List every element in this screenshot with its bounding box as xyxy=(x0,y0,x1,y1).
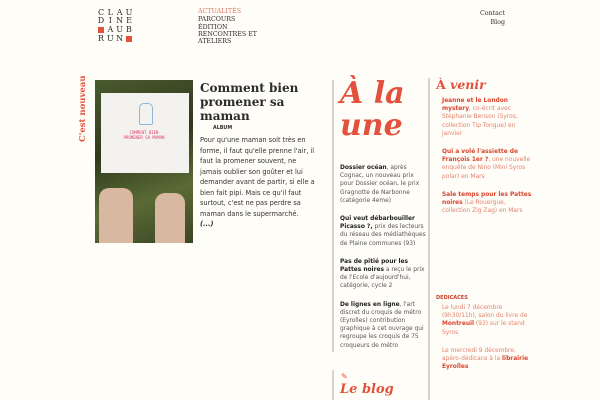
cover-title: COMMENT BIEN PROMENER SA MAMAN xyxy=(123,130,165,140)
logo-letter: B xyxy=(126,24,132,34)
dedicace-text: Le lundi 7 décembre (9h30/11h), salon du livre de xyxy=(442,305,528,320)
logo-letter: E xyxy=(126,16,132,26)
une-item-link[interactable]: Qui veut débarbouiller Picasso ?, xyxy=(340,216,415,231)
venir-item-link[interactable]: Sale temps pour les Pattes noires xyxy=(442,191,532,207)
venir-item-text: (Le Rouergue, collection Zig Zag) en Mars xyxy=(442,200,523,215)
dedicaces-list xyxy=(442,304,530,381)
une-heading: À la une xyxy=(340,76,405,143)
une-item-link[interactable]: Dossier océan xyxy=(340,165,387,171)
section-label: C'est nouveau xyxy=(78,75,88,142)
nav-edition[interactable]: ÉDITION xyxy=(198,23,228,31)
logo-letter: U xyxy=(106,33,114,43)
venir-item-text: , co-écrit avec Stéphanie Benson (Syros, collection Tip Tongue) en janvier xyxy=(442,106,518,137)
top-right-nav xyxy=(470,10,505,27)
une-item xyxy=(340,215,428,248)
dedicaces-label: DEDICACES xyxy=(436,295,468,301)
une-item xyxy=(340,258,428,291)
logo-letter: A xyxy=(116,8,123,17)
description-text: Pour qu'une maman soit très en forme, il faut qu'elle prenne l'air, il faut la promener souvent, ne jamais oublier son goûter et lui demander avant de partir, si elle a bien fait pipi. Mais ce qu'il faut surtout, c'est ne pas perdre sa maman dans le supermarché. xyxy=(200,136,315,218)
venir-item-link[interactable]: Jeanne et le London mystery xyxy=(442,98,508,113)
book-photo[interactable] xyxy=(95,80,193,243)
dedicace-text: Le mercredi 9 décembre, apéro-dédicace à la xyxy=(442,347,516,363)
logo-letter: N xyxy=(116,16,124,26)
feature-category: ALBUM xyxy=(213,126,233,131)
site-logo[interactable] xyxy=(97,9,133,44)
dedicace-place: librairie Eyrolles xyxy=(442,356,529,371)
dedicace-item xyxy=(442,347,530,372)
logo-letter: C xyxy=(97,8,105,17)
logo-letter: U xyxy=(125,8,133,17)
venir-item-text: , une nouvelle enquête de Nino (Mini Syros polar) en Mars xyxy=(442,157,531,180)
une-item-link[interactable]: De lignes en ligne xyxy=(340,301,400,308)
une-item-text: prix des lecteurs du réseau des médiathèques de Plaine communes (93) xyxy=(340,224,426,247)
read-more-link[interactable]: (...) xyxy=(200,220,214,228)
logo-letter: R xyxy=(97,33,105,43)
venir-heading-a: À xyxy=(436,77,446,92)
venir-heading-b: venir xyxy=(450,77,486,92)
une-item-text: , après Cognac, un nouveau prix pour Dossier océan, le prix Gragnotte de Narbonne (catégorie 4eme) xyxy=(340,165,420,204)
dedicace-item xyxy=(442,304,530,337)
venir-item xyxy=(442,148,532,181)
une-item xyxy=(340,301,428,350)
logo-letter: D xyxy=(97,16,105,26)
logo-square xyxy=(98,27,104,33)
logo-letter: I xyxy=(108,16,112,26)
pen-icon: ✎ xyxy=(341,372,348,381)
une-item-text: , l'art discret du croquis de métro (Eyrolles) contribution graphique à cet ouvrage qui regroupe les croquis de 75 croqueurs de métro xyxy=(340,301,424,349)
nav-parcours[interactable]: PARCOURS xyxy=(198,15,236,23)
venir-item-link[interactable]: Qui a volé l'assiette de François 1er ? xyxy=(442,149,518,164)
feature-title[interactable]: Comment bien promener sa maman xyxy=(200,81,299,123)
dedicace-place: Montreuil xyxy=(442,321,475,328)
venir-item xyxy=(442,191,532,216)
dedicace-text: (93) sur le stand Syros xyxy=(442,321,525,336)
une-list xyxy=(340,164,428,360)
venir-list xyxy=(442,97,532,225)
venir-heading xyxy=(436,77,486,92)
foot-left xyxy=(99,188,133,243)
blog-heading[interactable]: Le blog xyxy=(340,382,394,397)
main-nav xyxy=(198,8,268,45)
une-item xyxy=(340,164,428,205)
contact-link[interactable]: Contact xyxy=(479,10,505,17)
blog-link[interactable]: Blog xyxy=(490,18,505,26)
nav-rencontres[interactable]: RENCONTRES ET ATELIERS xyxy=(198,31,257,46)
column-divider xyxy=(428,78,430,400)
une-item-text: a reçu le prix de l'Ecole d'aujourd'hui, catégorie, cycle 2 xyxy=(340,267,425,290)
logo-square xyxy=(126,36,132,42)
blog-divider xyxy=(332,370,334,400)
book-cover xyxy=(101,93,189,173)
foot-right xyxy=(155,193,185,243)
logo-letter: L xyxy=(107,8,113,17)
feature-description xyxy=(200,135,318,230)
logo-letter: N xyxy=(116,33,124,43)
logo-letter: A xyxy=(107,24,114,34)
une-item-link[interactable]: Pas de pitié pour les Pattes noires xyxy=(340,258,409,274)
venir-item xyxy=(442,97,532,138)
cover-illustration xyxy=(139,103,153,125)
nav-actualites[interactable]: ACTUALITÉS xyxy=(198,8,242,15)
logo-letter: U xyxy=(116,24,124,34)
column-divider xyxy=(332,80,334,352)
